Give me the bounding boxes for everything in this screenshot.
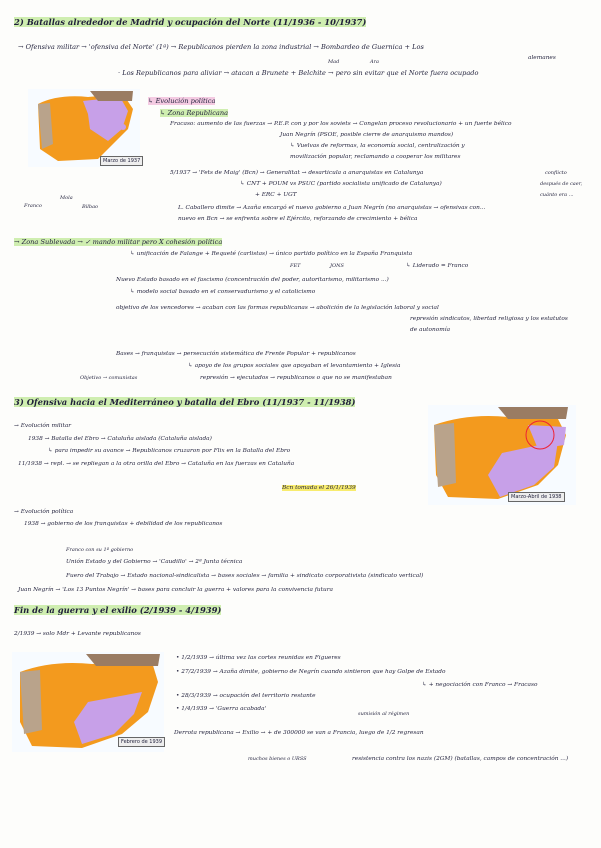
s3-l2: 1938 → Batalla del Ebro → Cataluña aislada (Cataluña aislada) xyxy=(28,436,212,442)
evol-politica: ↳ Evolución política xyxy=(148,97,216,105)
ann-brunete: Mad xyxy=(328,59,340,65)
sub-n7: Bases → franquistas → persecución sistemática de Frente Popular + republicanos xyxy=(116,351,356,357)
s3-l11: Juan Negrín → 'Los 13 Puntos Negrín' → bases para concluir la guerra + valores para la convivencia futura xyxy=(18,587,333,593)
sub-n10: represión → ejecutados → republicanos o que no se manifestaban xyxy=(200,375,392,381)
s3-l1: → Evolución militar xyxy=(14,423,72,429)
line-offensive: → Ofensiva militar → 'ofensiva del Norte' (1ª) → Republicanos pierden la zona industrial → Bombardeo de Guernica + Los xyxy=(18,43,424,51)
s3-l4: 11/1938 → repl. → se repliegan a la otra orilla del Ebro → Cataluña en las fuerzas en Cataluña xyxy=(18,461,295,467)
section-title-2: 2) Batallas alrededor de Madrid y ocupación del Norte (11/1936 - 10/1937) xyxy=(14,17,367,27)
s4-b1: • 1/2/1939 → última vez las cortes reunidas en Figueres xyxy=(176,655,341,661)
sub-n9: Objetivo → comunistas xyxy=(80,375,138,381)
line-relieve: · Los Republicanos para aliviar → atacan a Brunete + Belchite → pero sin evitar que el Norte fuera ocupado xyxy=(118,69,479,77)
map-caption-1939: Febrero de 1939 xyxy=(118,737,165,747)
sub-n4: objetivo de los vencedores → acaban con las formas republicanas → abolición de la legislación laboral y social xyxy=(116,305,439,311)
sub-n5: represión sindicatos, libertad religiosa y los estatutos xyxy=(410,316,568,322)
flag-bilbao: Bilbao xyxy=(82,204,99,210)
s4-b4: • 1/4/1939 → 'Guerra acabada' xyxy=(176,706,267,712)
sub-n8: ↳ apoyo de los grupos sociales que apoyaban el levantamiento + Iglesia xyxy=(188,363,401,369)
map-caption-1938: Marzo-Abril de 1938 xyxy=(508,492,565,502)
s4-b2: • 27/2/1939 → Azaña dimite, gobierno de Negrín cuando sintieron que hay Golpe de Estado xyxy=(176,669,446,675)
s3-l7: 1938 → gobierno de los franquistas + debilidad de los republicanos xyxy=(24,521,223,527)
s3-l9: Unión Estado y del Gobierno → 'Caudillo' → 2ª Junta técnica xyxy=(66,559,243,565)
sub-n2: Nuevo Estado basado en el fascismo (concentración del poder, autoritarismo, militarismo ...) xyxy=(116,277,389,283)
s3-l5: Bcn tomada el 26/1/1939 xyxy=(282,485,356,491)
rep-f5b: conflicto xyxy=(545,170,567,176)
rep-f1: Fracaso: aumento de las fuerzas → P.E.P. con y por los soviets → Congelan proceso revolucionario + un fuerte bélico xyxy=(170,121,512,127)
rep-f7: L. Caballero dimite → Azaña encargó el nuevo gobierno a Juan Negrín (no anarquistas → ofensivas con... xyxy=(178,205,486,211)
s3-l8: Franco con su 1ª gobierno xyxy=(66,547,134,553)
zona-sub: → Zona Sublevada → ✓ mando militar pero X cohesión política xyxy=(14,238,223,246)
zona-rep: ↳ Zona Republicana xyxy=(160,109,229,117)
rep-f6c: después de caer, xyxy=(540,181,583,187)
s3-l3: ↳ para impedir su avance → Republicanos cruzaron por Flix en la Batalla del Ebro xyxy=(48,448,291,454)
map-caption: Marzo de 1937 xyxy=(100,156,143,166)
sub-n1b: FET xyxy=(290,263,301,269)
sub-n1: ↳ unificación de Falange + Requeté (carlistas) → único partido político en la España Franquista xyxy=(130,251,413,257)
rep-f6b: + ERC + UGT xyxy=(255,192,297,198)
rep-f6d: cuánto era ... xyxy=(540,192,574,198)
ann-belchite: Ara xyxy=(370,59,379,65)
sub-n3: ↳ modelo social basado en el conservadurismo y el catolicismo xyxy=(130,289,316,295)
rep-f5: 5/1937 → 'Fets de Maig' (Bcn) → Generalitat → desarticula a anarquistas en Catalunya xyxy=(170,170,424,176)
rep-f3: ↳ Vuelvas de reformas, la economía social, centralización y xyxy=(290,143,465,149)
s3-l6: → Evolución política xyxy=(14,509,74,515)
sub-n6: de autonomía xyxy=(410,327,451,333)
rep-f8: nuevo en Bcn → se enfrenta sobre el Ejército, reforzando de crecimiento + bélica xyxy=(178,216,418,222)
rep-f4: movilización popular, reclamando a cooperar los militares xyxy=(290,154,461,160)
map-1938 xyxy=(428,405,576,505)
s4-l1: 2/1939 → solo Mdr + Levante republicanos xyxy=(14,631,141,637)
rep-f6: ↳ CNT + POUM vs PSUC (partido socialista unificado de Catalunya) xyxy=(240,181,442,187)
s4-b2b: ↳ + negociación con Franco → Fracaso xyxy=(422,682,538,688)
flag-franco: Franco xyxy=(24,203,42,209)
s4-d1: Derrota republicana → Exilio → + de 300000 se van a Francia, luego de 1/2 regresan xyxy=(174,730,424,736)
line-offensive-cont: alemanes xyxy=(528,55,556,61)
s4-b3: • 28/3/1939 → ocupación del territorio restante xyxy=(176,693,316,699)
rep-f2: Juan Negrín (PSOE, posible cierre de anarquismo mandos) xyxy=(280,132,454,138)
s3-l10: Fuero del Trabajo → Estado nacional-sindicalista → bases sociales → familia + sindicato corporativista (sindicato vertical) xyxy=(66,573,424,579)
section-title-4: Fin de la guerra y el exilio (2/1939 - 4/1939) xyxy=(14,605,222,615)
s4-d4: resistencia contra los nazis (2GM) (batallas, campos de concentración ...) xyxy=(352,756,569,762)
sub-n1d: ↳ Liderado = Franco xyxy=(406,263,469,269)
sub-n1c: JONS xyxy=(330,263,344,269)
s4-d3: muchos bienes o URSS xyxy=(248,756,307,762)
s4-d2: sumisión al régimen xyxy=(358,711,410,717)
flag-mola: Mola xyxy=(60,195,73,201)
section-title-3: 3) Ofensiva hacia el Mediterráneo y batalla del Ebro (11/1937 - 11/1938) xyxy=(14,397,356,407)
